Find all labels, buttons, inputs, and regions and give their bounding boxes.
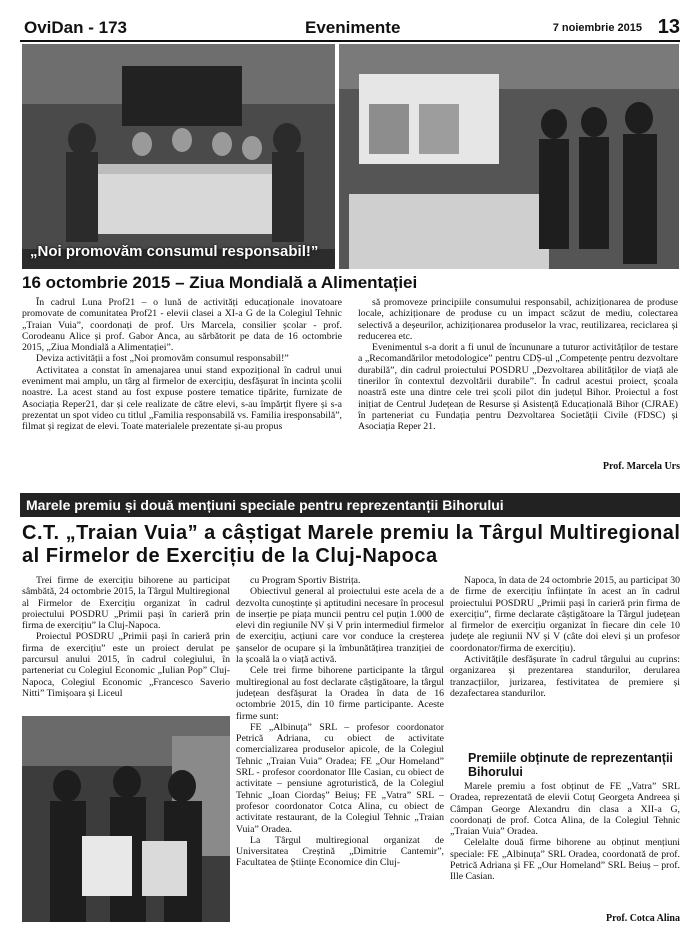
article2-paragraph: Activitățile desfășurate în cadrul târgului au cuprins: organizarea și prezentarea standurilor, derularea tranzacțiilor, jurizarea, festivitatea de premiere și dezafectarea standurilor. <box>450 654 680 699</box>
article1-paragraph: În cadrul Luna Prof21 – o lună de activități educaționale inovatoare promovate de comunitatea Prof21 - elevii clasei a XI-a G de la Colegiul Tehnic „Traian Vuia”, coordonați de prof. Urs Marcela, consilier școlar - prof. Corodeanu Alice și prof. Gabor Anca, au sărbătorit pe data de 16 octombrie 2015, „Ziua Mondială a Alimentației”. <box>22 297 342 354</box>
article2-paragraph: Trei firme de exercițiu bihorene au participat sâmbătă, 24 octombrie 2015, la Târgul Multiregional al Firmelor de Exercițiu organizat în cadrul proiectului POSDRU „Primii pași în carieră prin firma de exercițiu” la Cluj-Napoca. <box>22 575 230 632</box>
article2-paragraph: FE „Albinuța” SRL – profesor coordonator Petrică Adriana, cu obiect de activitate comercializarea produselor apicole, de la Colegiul Tehnic „Traian Vuia” Oradea; FE „Our Homeland” SRL - profesor coordonator Ille Casian, cu obiect de activitate – pensiune agroturistică, de la Colegiul Tehnic „Ioan Ciordaș” Beiuș; FE „Vatra” SRL – profesor coordonator Cotca Alina, cu obiect de activitate restaurant, de la Colegiul Tehnic „Traian Vuia” Oradea. <box>236 721 444 835</box>
article1-author: Prof. Marcela Urs <box>602 461 680 472</box>
photo-group-visitors <box>339 44 679 269</box>
photo-caption: „Noi promovăm consumul responsabil!” <box>30 243 319 260</box>
photo-award-winners <box>22 716 230 922</box>
article2-paragraph: Celelalte două firme bihorene au obținut mențiuni speciale: FE „Albinuța” SRL Oradea, coordonată de prof. Petrică Adriana și FE „Our Homeland” SRL Beiuș – prof. Ille Casian. <box>450 837 680 883</box>
article2-author: Prof. Cotca Alina <box>606 913 680 924</box>
article2-column-1 <box>22 575 230 715</box>
publication-name: OviDan - 173 <box>24 18 127 37</box>
article1-paragraph: Deviza activității a fost „Noi promovăm consumul responsabil!” <box>36 353 289 365</box>
page-number: 13 <box>657 16 680 38</box>
article2-paragraph: Napoca, în data de 24 octombrie 2015, au participat 30 de firme de exercițiu înființate în acest an în cadrul proiectului POSDRU „Primii pași în carieră prin firma de exercițiu”, firme declarate câștigătoare la Târgul județean al firmelor de exercițiu organizat în fiecare din cele 10 județe ale regiunii NV și V (câte doi elevi și un profesor coordonator/firma de exercițiu). <box>450 575 680 654</box>
article1-paragraph: să promoveze principiile consumului responsabil, achiziționarea de produse locale, achiziționare de produse cu un impact scăzut de mediu, colectarea selectivă a deșeurilor, achiziționarea produselor la vrac, reutilizarea, reciclarea și reducerea etc. <box>358 297 678 342</box>
article2-column-2 <box>236 575 444 927</box>
header-divider <box>20 40 680 42</box>
section-banner: Marele premiu și două mențiuni speciale pentru reprezentanții Bihorului <box>20 493 680 517</box>
article2-paragraph: Obiectivul general al proiectului este acela de a dezvolta cunoștințe și aptitudini necesare în procesul de inserție pe piața muncii pentru cel puțin 1.000 de elevi din regiunile NV și V prin intermediul firmelor de exercițiu, acțiuni care vor conduce la creșterea șanselor de ocupare și la îmbunătățirea tranziției de la școală la o viață activă. <box>236 586 444 666</box>
article1-paragraph: Evenimentul s-a dorit a fi unul de încununare a tuturor activităților de testare a „Recomandărilor metodologice” pentru CDȘ-ul „Competențe pentru dezvoltare durabilă”, din cadrul proiectului POSDRU „Dezvoltarea abilităților de viață ale tinerilor în contextul dezvoltării durabile”. În cadrul acestui proiect, școala noastră este una dintre cele trei școli pilot din județul Bihor. Proiectul a fost inițiat de Centrul Județean de Resurse și Asistență Educațională Bihor (CJRAE) în parteneriat cu Fundația pentru Dezvoltarea Societății Civile (FDSC) și Asociația Reper 21. <box>358 342 678 433</box>
photo-students-stand <box>22 44 335 269</box>
article1-column-left <box>22 297 342 477</box>
article2-paragraph: Proiectul POSDRU „Primii pași în carieră prin firma de exercițiu” este un proiect derulat pe parcursul anului 2015, în cadrul colegiului, în parteneriat cu Colegiul Economic „Iulian Pop” Cluj-Napoca, Colegiul Economic „Francesco Saverio Nitti” Timișoara și Liceul <box>22 631 230 699</box>
article2-paragraph: La Târgul multiregional organizat de Universitatea Creștină „Dimitrie Cantemir”, Facultatea de Științe Economice din Cluj- <box>236 834 444 869</box>
article2-paragraph: cu Program Sportiv Bistrița. <box>250 575 361 586</box>
section-name: Evenimente <box>305 18 401 37</box>
article2-paragraph: Cele trei firme bihorene participante la târgul multiregional au fost declarate câștigătoare, la târgul județean desfășurat la Oradea în data de 16 octombrie 2015, din 10 firme participante. Aceste firme sunt: <box>236 665 444 722</box>
article1-paragraph: Activitatea a constat în amenajarea unui stand expozițional în cadrul unui eveniment mai amplu, un târg al firmelor de exercițiu, desfășurat în incinta școlii noastre. La acest stand au fost expuse postere tematice tipărite, furnizate de Asociația Reper21, dar și cele realizate de către elevi, s-au împărțit flyere și s-a prezentat un spot video cu titlul „Familia responsabilă vs. Familia iresponsabilă”, filmat și regizat de elevi. Toate materialele prezentate și-au propus <box>22 364 342 433</box>
article2-title: C.T. „Traian Vuia” a câștigat Marele premiu la Târgul Multiregional al Firmelor de Exercițiu de la Cluj-Napoca <box>22 522 681 567</box>
article2-column-3 <box>450 575 680 747</box>
article2-column-3-awards <box>450 781 680 911</box>
issue-date: 7 noiembrie 2015 <box>552 22 642 34</box>
page-header <box>20 18 680 40</box>
article2-subheading: Premiile obținute de reprezentanții Bihorului <box>468 751 673 779</box>
article1-title: 16 octombrie 2015 – Ziua Mondială a Alimentației <box>22 273 418 292</box>
article2-paragraph: Marele premiu a fost obținut de FE „Vatra” SRL Oradea, reprezentată de elevii Cotuț Georgeta Andreea și Câmpan George Alexandru din clasa a XII-a G, coordonați de prof. Cotca Alina, de la Colegiul Tehnic „Traian Vuia” Oradea. <box>450 781 680 838</box>
article1-column-right <box>358 297 678 477</box>
